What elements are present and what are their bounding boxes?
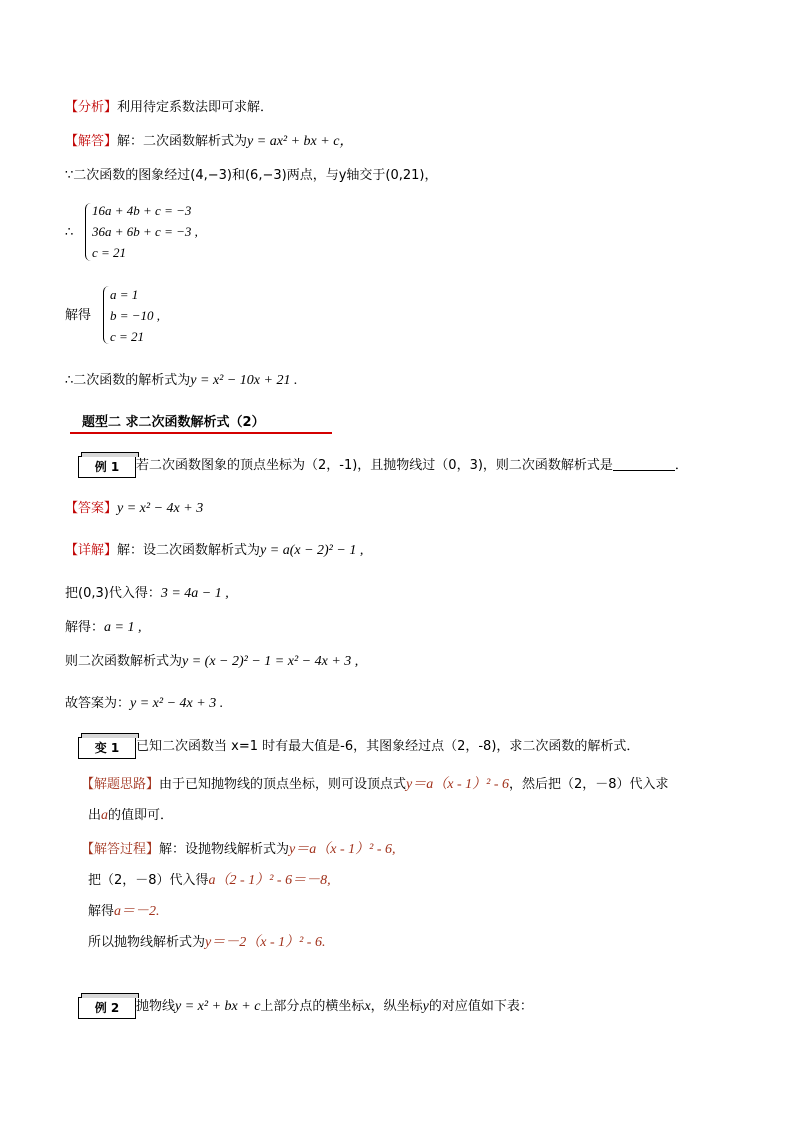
variant1-idea-var: a xyxy=(101,808,109,823)
system1-eq2: 36a + 6b + c = −3 , xyxy=(92,224,198,239)
example1-detail-formula: y = a(x − 2)² − 1 , xyxy=(260,543,364,558)
system2-brace xyxy=(103,286,109,344)
analysis-line xyxy=(65,99,273,117)
system1-eq1: 16a + 4b + c = −3 xyxy=(92,203,192,218)
variant1-process-tag: 【解答过程】 xyxy=(81,842,160,857)
variant1-step2-formula: a＝－2. xyxy=(114,904,160,919)
example1-sub xyxy=(65,585,229,603)
example2-question xyxy=(136,998,533,1016)
example2-text4: 的对应值如下表： xyxy=(428,999,533,1014)
example1-answer-tag: 【答案】 xyxy=(65,501,118,516)
example1-final-formula: y = x² − 4x + 3 . xyxy=(130,696,224,711)
variant1-step3-formula: y＝－2（x - 1）² - 6. xyxy=(205,935,326,950)
variant1-idea-text3: 出 xyxy=(88,808,102,823)
answer-tag: 【解答】 xyxy=(65,134,118,149)
variant1-idea-formula: y＝a（x - 1）² - 6 xyxy=(406,777,509,792)
example1-then-text: 则二次函数解析式为 xyxy=(65,654,183,669)
variant1-step3 xyxy=(88,934,325,952)
answer-line xyxy=(65,133,353,151)
example1-solve-text: 解得： xyxy=(65,620,105,635)
example1-final xyxy=(65,695,223,713)
variant1-process-formula: y＝a（x - 1）² - 6, xyxy=(289,842,396,857)
example1-sub-formula: 3 = 4a − 1 , xyxy=(160,586,229,601)
example1-detail-tag: 【详解】 xyxy=(65,543,118,558)
therefore-sign: ∴ xyxy=(65,225,74,240)
variant1-idea xyxy=(81,776,669,794)
variant1-step1-formula: a（2 - 1）² - 6＝－8, xyxy=(208,873,331,888)
pass-line xyxy=(65,167,437,185)
system1-eq3: c = 21 xyxy=(92,245,127,260)
example1-solve xyxy=(65,619,141,637)
variant1-label: 变 1 xyxy=(78,737,136,759)
example2-text3: ，纵坐标 xyxy=(370,999,423,1014)
example1-then xyxy=(65,653,358,671)
example1-detail xyxy=(65,542,363,560)
variant1-idea-text: 由于已知抛物线的顶点坐标，则可设顶点式 xyxy=(159,777,407,792)
example1-sub-text: 把(0,3)代入得： xyxy=(65,586,161,601)
solve-label: 解得 xyxy=(65,308,92,323)
variant1-step2-text: 解得 xyxy=(88,904,115,919)
example2-formula: y = x² + bx + c xyxy=(175,999,261,1014)
conclusion-text: ∴二次函数的解析式为 xyxy=(65,373,191,388)
example1-label: 例 1 xyxy=(78,456,136,478)
variant1-step2 xyxy=(88,903,160,921)
conclusion-line xyxy=(65,372,297,390)
system2-eq1: a = 1 xyxy=(110,287,139,302)
example2-label: 例 2 xyxy=(78,997,136,1019)
analysis-tag: 【分析】 xyxy=(65,100,118,115)
variant1-step1-text: 把（2，－8）代入得 xyxy=(88,873,209,888)
conclusion-formula: y = x² − 10x + 21 . xyxy=(190,373,298,388)
example2-var-y: y xyxy=(422,999,429,1014)
example2-text1: 抛物线 xyxy=(136,999,176,1014)
example1-then-formula: y = (x − 2)² − 1 = x² − 4x + 3 , xyxy=(182,654,359,669)
example1-question-end: ． xyxy=(674,458,688,473)
example1-answer-formula: y = x² − 4x + 3 xyxy=(117,501,204,516)
example1-detail-text: 解：设二次函数解析式为 xyxy=(117,543,261,558)
variant1-process xyxy=(81,841,395,859)
answer-blank xyxy=(613,458,675,471)
variant1-idea-text4: 的值即可． xyxy=(108,808,174,823)
example2-var-x: x xyxy=(364,999,371,1014)
answer-text: 解：二次函数解析式为 xyxy=(117,134,248,149)
variant1-step3-text: 所以抛物线解析式为 xyxy=(88,935,206,950)
variant1-process-text: 解：设抛物线解析式为 xyxy=(159,842,290,857)
system2-eq2: b = −10 , xyxy=(110,308,161,323)
example2-text2: 上部分点的横坐标 xyxy=(260,999,365,1014)
example1-question-text: 若二次函数图象的顶点坐标为（2，-1)，且抛物线过（0，3)，则二次函数解析式是 xyxy=(136,458,613,473)
pass-text: ∵二次函数的图象经过(4,−3)和(6,−3)两点，与y轴交于(0,21)， xyxy=(65,168,438,183)
section-title: 题型二 求二次函数解析式（2） xyxy=(82,415,265,430)
section-rule xyxy=(70,432,332,434)
variant1-idea-cont xyxy=(88,807,173,825)
answer-formula: y = ax² + bx + c， xyxy=(247,134,354,149)
analysis-text: 利用待定系数法即可求解． xyxy=(117,100,274,115)
variant1-idea-text2: ，然后把（2，－8）代入求 xyxy=(508,777,669,792)
example1-solve-formula: a = 1 , xyxy=(104,620,142,635)
variant1-question: 已知二次函数当 x=1 时有最大值是-6，其图象经过点（2，-8)，求二次函数的解析式． xyxy=(136,739,640,754)
system2-eq3: c = 21 xyxy=(110,329,145,344)
example1-answer xyxy=(65,500,203,518)
variant1-idea-tag: 【解题思路】 xyxy=(81,777,160,792)
example1-question xyxy=(136,457,688,475)
example1-final-text: 故答案为： xyxy=(65,696,131,711)
system1-brace xyxy=(85,203,91,261)
variant1-step1 xyxy=(88,872,331,890)
